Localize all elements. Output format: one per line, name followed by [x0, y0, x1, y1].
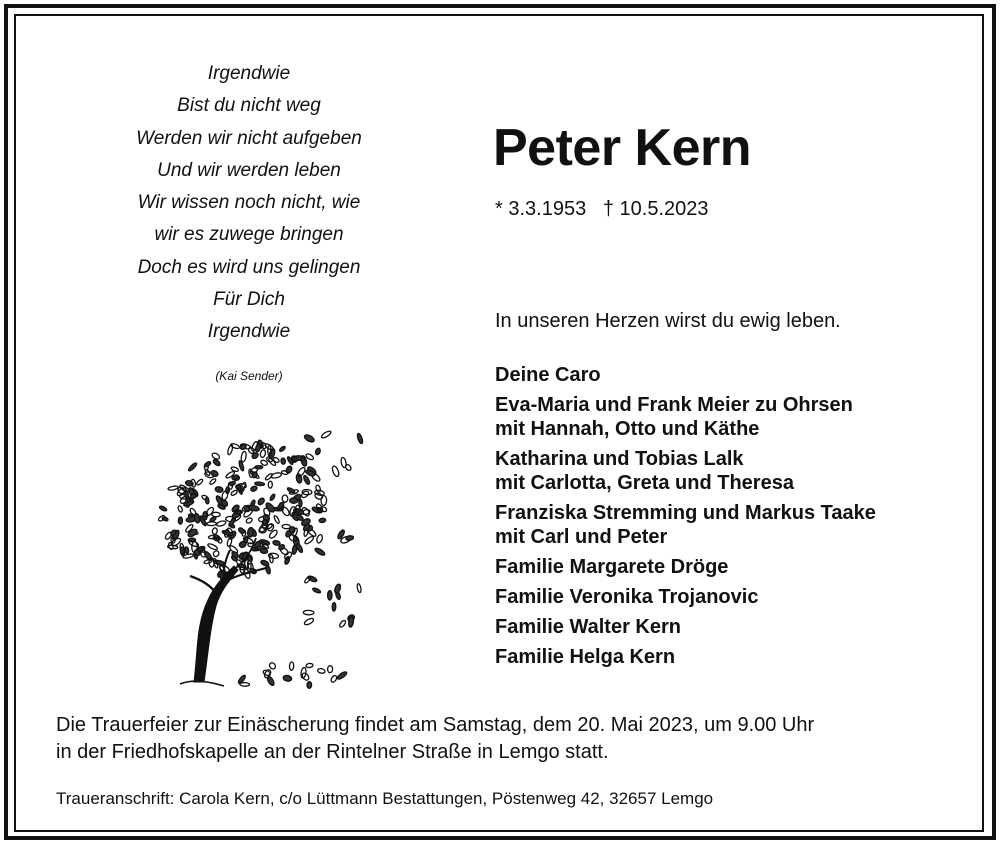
- leaf: [188, 462, 198, 472]
- leaf: [212, 458, 221, 466]
- leaf: [283, 675, 293, 682]
- leaf: [336, 671, 347, 681]
- leaf: [269, 493, 275, 501]
- mourner-line: Franziska Stremming und Markus Taake: [495, 502, 876, 524]
- leaf: [229, 480, 236, 486]
- leaf: [178, 517, 182, 524]
- leaf: [159, 505, 168, 511]
- leaf: [289, 662, 293, 671]
- leaf: [327, 666, 332, 673]
- poem-line: Und wir werden leben: [157, 159, 341, 181]
- leaf: [287, 487, 296, 494]
- mourner-line: Familie Margarete Dröge: [495, 556, 729, 578]
- deceased-name: Peter Kern: [493, 119, 751, 177]
- leaf: [216, 520, 226, 527]
- leaf: [207, 543, 218, 551]
- mourner-entry: [495, 447, 876, 495]
- leaf: [204, 559, 213, 565]
- leaf: [268, 481, 272, 488]
- leaf: [230, 443, 240, 450]
- poem-line: Doch es wird uns gelingen: [137, 256, 361, 278]
- mourner-line: Katharina und Tobias Lalk: [495, 448, 744, 470]
- leaf: [303, 610, 314, 615]
- leaf: [177, 505, 183, 512]
- leaf: [183, 501, 193, 507]
- mourner-entry: [495, 555, 876, 579]
- leaf: [241, 451, 247, 462]
- leaf: [250, 485, 258, 492]
- poem-line: wir es zuwege bringen: [154, 224, 344, 246]
- leaf: [196, 478, 204, 485]
- leaf: [215, 486, 224, 493]
- leaf: [339, 620, 347, 629]
- mourner-line: Eva-Maria und Frank Meier zu Ohrsen: [495, 394, 853, 416]
- leaf: [205, 497, 209, 504]
- leaf: [330, 675, 338, 684]
- leaf: [194, 513, 201, 523]
- leaf: [331, 465, 340, 477]
- leaf: [306, 663, 313, 668]
- leaf: [205, 506, 214, 516]
- leaf: [303, 433, 315, 443]
- leaf: [283, 551, 293, 561]
- leaf: [238, 527, 246, 535]
- leaf: [316, 534, 324, 544]
- service-line: in der Friedhofskapelle an der Rintelner Straße in Lemgo statt.: [56, 741, 609, 763]
- poem-line: Werden wir nicht aufgeben: [136, 127, 362, 149]
- mourner-entry: [495, 615, 876, 639]
- leaf: [268, 662, 276, 671]
- leaf: [279, 446, 286, 453]
- leaf: [212, 527, 218, 534]
- leaf: [255, 444, 262, 453]
- leaf: [328, 591, 333, 600]
- mourner-line: Familie Helga Kern: [495, 646, 676, 668]
- leaf: [304, 617, 315, 626]
- leaf: [260, 449, 267, 458]
- leaf: [209, 478, 217, 485]
- leaf: [357, 583, 362, 593]
- service-line: Die Trauerfeier zur Einäscherung findet am Samstag, dem 20. Mai 2023, um 9.00 Uhr: [56, 714, 815, 736]
- leaf: [210, 470, 219, 478]
- memorial-motto: In unseren Herzen wirst du ewig leben.: [495, 310, 841, 332]
- mourner-entry: [495, 393, 876, 441]
- poem-line: Irgendwie: [207, 63, 291, 84]
- leaf: [272, 540, 280, 546]
- leaf: [317, 668, 325, 674]
- poem-line: Für Dich: [213, 289, 285, 311]
- poem-attribution: (Kai Sender): [215, 369, 283, 383]
- leaf: [247, 527, 254, 537]
- mourner-line: Deine Caro: [495, 364, 601, 386]
- mourner-entry: [495, 501, 876, 549]
- leaf: [257, 546, 265, 550]
- leaf: [187, 528, 198, 538]
- mourner-line: mit Carl und Peter: [495, 526, 668, 548]
- leaf: [314, 547, 326, 557]
- mourner-entry: [495, 363, 876, 387]
- leaf: [168, 485, 179, 491]
- poem-line: Wir wissen noch nicht, wie: [137, 192, 361, 214]
- leaf: [303, 475, 311, 485]
- leaf: [204, 461, 212, 468]
- leaf: [314, 492, 324, 500]
- mourner-line: mit Hannah, Otto und Käthe: [495, 418, 760, 440]
- leaf: [281, 458, 286, 465]
- leaf: [356, 433, 363, 444]
- leaf: [227, 444, 234, 455]
- leaf: [321, 430, 332, 439]
- leaf: [209, 516, 216, 522]
- life-dates: * 3.3.1953 † 10.5.2023: [495, 198, 709, 220]
- poem-line: Irgendwie: [207, 321, 291, 343]
- leaf: [273, 515, 280, 524]
- poem: [100, 58, 398, 349]
- mourner-line: Familie Walter Kern: [495, 616, 681, 638]
- leaf: [257, 497, 266, 506]
- leaf: [315, 448, 321, 456]
- funeral-service-info: [56, 712, 814, 766]
- leaf: [212, 550, 220, 558]
- tree-trunk: [180, 538, 266, 686]
- poem-line: Bist du nicht weg: [177, 95, 321, 117]
- mourner-entry: [495, 585, 876, 609]
- leaf: [245, 517, 253, 524]
- leaf: [255, 482, 265, 486]
- leaf: [321, 496, 327, 506]
- mourner-entry: [495, 645, 876, 669]
- mourner-line: Familie Veronika Trojanovic: [495, 586, 759, 608]
- leaf: [273, 457, 280, 464]
- leaf: [315, 485, 321, 493]
- mourner-line: mit Carlotta, Greta und Theresa: [495, 472, 794, 494]
- leaf: [307, 681, 312, 688]
- leaf: [266, 675, 275, 686]
- leaf: [332, 602, 336, 611]
- leaf: [334, 583, 342, 594]
- leaf: [282, 495, 288, 503]
- leaf: [319, 518, 326, 523]
- leaf: [264, 443, 274, 452]
- leaf: [304, 575, 312, 584]
- leaf: [346, 535, 354, 541]
- condolence-address: Traueranschrift: Carola Kern, c/o Lüttmann Bestattungen, Pöstenweg 42, 32657 Lemgo: [56, 789, 714, 808]
- leaf: [230, 490, 238, 497]
- leaf: [337, 529, 346, 540]
- leaf: [285, 465, 293, 474]
- mourners-list: [495, 363, 876, 675]
- leaf: [340, 457, 346, 468]
- leaf: [265, 565, 271, 574]
- tree-canopy: [158, 430, 364, 689]
- windblown-tree-icon: [132, 410, 372, 695]
- leaf: [312, 587, 321, 594]
- leaf: [290, 498, 298, 503]
- leaf: [281, 506, 291, 517]
- leaf: [212, 512, 220, 517]
